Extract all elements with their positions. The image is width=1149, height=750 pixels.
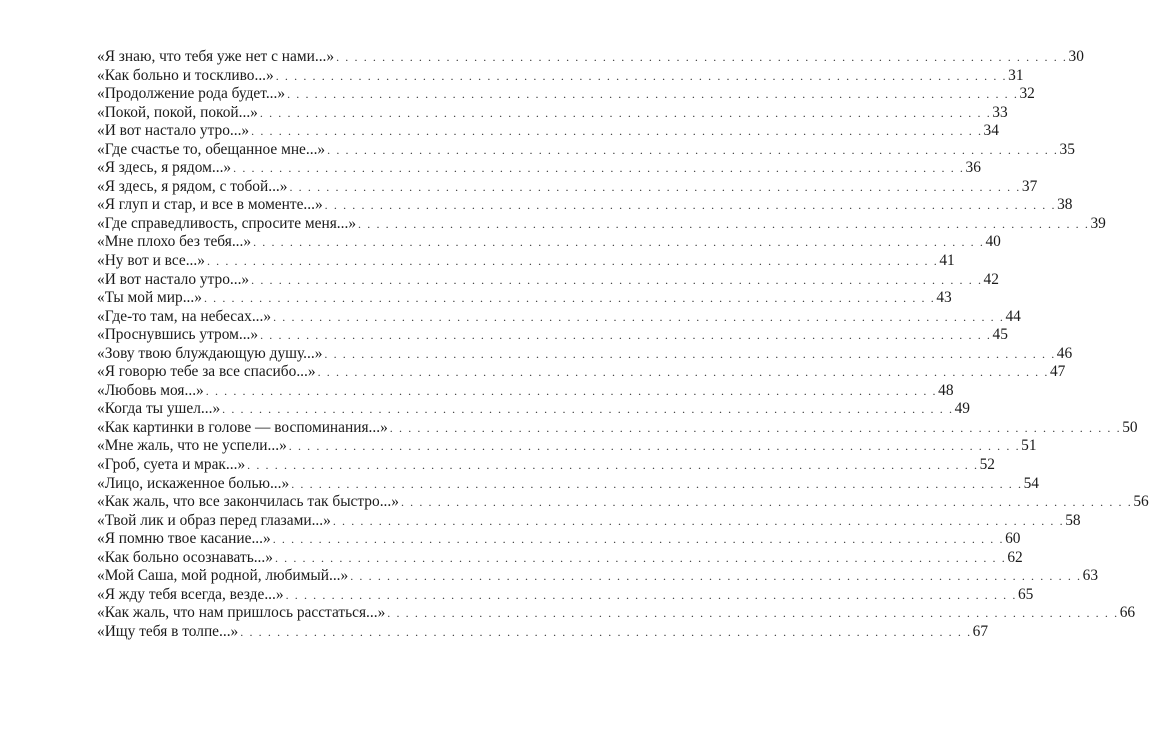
toc-entry-page-number: 63 [1082, 567, 1099, 585]
toc-entry-page-number: 41 [939, 252, 955, 270]
toc-entry-title: «Лицо, искаженное болью...» [97, 474, 290, 492]
dot-leader: . . . . . . . . . . . . . . . . . . . . . . . . . . . . . . . . . . . . . . . . . . . . . . . . . . . . . . . . . . . . . . . . . . . . . . . . . . . . . . . . [400, 495, 1133, 510]
toc-entry [97, 122, 999, 141]
dot-leader: . . . . . . . . . . . . . . . . . . . . . . . . . . . . . . . . . . . . . . . . . . . . . . . . . . . . . . . . . . . . . . . . . . . . . . . . . . . . . . . . [233, 161, 965, 176]
toc-entry-title: «Я здесь, я рядом...» [97, 159, 232, 177]
toc-entry [97, 604, 1136, 623]
toc-entry-title: «Как картинки в голове — воспоминания...» [97, 418, 388, 436]
toc-entry-page-number: 54 [1023, 474, 1039, 492]
toc-entry-page-number: 35 [1059, 140, 1075, 158]
toc-entry [97, 363, 1066, 382]
dot-leader: . . . . . . . . . . . . . . . . . . . . . . . . . . . . . . . . . . . . . . . . . . . . . . . . . . . . . . . . . . . . . . . . . . . . . . . . . . . . . . . . [203, 291, 936, 306]
dot-leader: . . . . . . . . . . . . . . . . . . . . . . . . . . . . . . . . . . . . . . . . . . . . . . . . . . . . . . . . . . . . . . . . . . . . . . . . . . . . . . . . [272, 532, 1005, 547]
toc-entry-title: «Мой Саша, мой родной, любимый...» [97, 567, 349, 585]
toc-entry-page-number: 43 [936, 289, 952, 307]
dot-leader: . . . . . . . . . . . . . . . . . . . . . . . . . . . . . . . . . . . . . . . . . . . . . . . . . . . . . . . . . . . . . . . . . . . . . . . . . . . . . . . . [247, 458, 979, 473]
toc-entry-title: «Когда ты ушел...» [97, 400, 221, 418]
toc-entry-title: «Продолжение рода будет...» [97, 85, 286, 103]
dot-leader: . . . . . . . . . . . . . . . . . . . . . . . . . . . . . . . . . . . . . . . . . . . . . . . . . . . . . . . . . . . . . . . . . . . . . . . . . . . . . . . . [317, 365, 1049, 380]
toc-entry-title: «Как жаль, что нам пришлось расстаться...» [97, 604, 386, 622]
toc-entry [97, 622, 989, 642]
toc-entry-title: «Я помню твое касание...» [97, 530, 271, 548]
toc-entry [97, 159, 981, 178]
toc-entry [97, 196, 1073, 215]
dot-leader: . . . . . . . . . . . . . . . . . . . . . . . . . . . . . . . . . . . . . . . . . . . . . . . . . . . . . . . . . . . . . . . . . . . . . . . . . . . . . . . . [389, 420, 1122, 435]
dot-leader: . . . . . . . . . . . . . . . . . . . . . . . . . . . . . . . . . . . . . . . . . . . . . . . . . . . . . . . . . . . . . . . . . . . . . . . . . . . . . . . . [358, 216, 1090, 231]
toc-entry [97, 326, 1008, 345]
dot-leader: . . . . . . . . . . . . . . . . . . . . . . . . . . . . . . . . . . . . . . . . . . . . . . . . . . . . . . . . . . . . . . . . . . . . . . . . . . . . . . . . [324, 198, 1057, 213]
toc-entry-title: «И вот настало утро...» [97, 122, 250, 140]
dot-leader: . . . . . . . . . . . . . . . . . . . . . . . . . . . . . . . . . . . . . . . . . . . . . . . . . . . . . . . . . . . . . . . . . . . . . . . . . . . . . . . . [332, 513, 1065, 528]
toc-entry-title: «Как жаль, что все закончилась так быстро...» [97, 493, 399, 511]
toc-entry-page-number: 42 [983, 270, 999, 288]
dot-leader: . . . . . . . . . . . . . . . . . . . . . . . . . . . . . . . . . . . . . . . . . . . . . . . . . . . . . . . . . . . . . . . . . . . . . . . . . . . . . . . . [289, 179, 1021, 194]
dot-leader: . . . . . . . . . . . . . . . . . . . . . . . . . . . . . . . . . . . . . . . . . . . . . . . . . . . . . . . . . . . . . . . . . . . . . . . . . . . . . . . . [327, 142, 1059, 157]
dot-leader: . . . . . . . . . . . . . . . . . . . . . . . . . . . . . . . . . . . . . . . . . . . . . . . . . . . . . . . . . . . . . . . . . . . . . . . . . . . . . . . . [253, 235, 985, 250]
toc-entry-title: «Как больно и тоскливо...» [97, 66, 274, 84]
toc-entry [97, 344, 1073, 364]
toc-entry-page-number: 47 [1049, 363, 1066, 381]
toc-entry-title: «Мне плохо без тебя...» [97, 233, 252, 251]
toc-entry-title: «Ты мой мир...» [97, 289, 202, 307]
toc-entry [97, 66, 1024, 86]
toc-entry-page-number: 36 [965, 159, 981, 177]
toc-entry-page-number: 56 [1133, 493, 1149, 511]
toc-entry-page-number: 39 [1090, 214, 1106, 232]
toc-entry [97, 400, 970, 419]
dot-leader: . . . . . . . . . . . . . . . . . . . . . . . . . . . . . . . . . . . . . . . . . . . . . . . . . . . . . . . . . . . . . . . . . . . . . . . . . . . . . . . . [251, 124, 983, 139]
dot-leader: . . . . . . . . . . . . . . . . . . . . . . . . . . . . . . . . . . . . . . . . . . . . . . . . . . . . . . . . . . . . . . . . . . . . . . . . . . . . . . . . [273, 309, 1005, 324]
toc-entry-page-number: 49 [954, 400, 970, 418]
toc-entry-title: «Твой лик и образ перед глазами...» [97, 511, 331, 529]
dot-leader: . . . . . . . . . . . . . . . . . . . . . . . . . . . . . . . . . . . . . . . . . . . . . . . . . . . . . . . . . . . . . . . . . . . . . . . . . . . . . . . . [259, 105, 992, 120]
toc-entry-page-number: 58 [1065, 511, 1081, 529]
toc-entry-page-number: 51 [1021, 437, 1037, 455]
toc-entry-title: «Я знаю, что тебя уже нет с нами...» [97, 48, 335, 65]
dot-leader: . . . . . . . . . . . . . . . . . . . . . . . . . . . . . . . . . . . . . . . . . . . . . . . . . . . . . . . . . . . . . . . . . . . . . . . . . . . . . . . . [291, 476, 1023, 491]
toc-entry [97, 381, 954, 401]
dot-leader: . . . . . . . . . . . . . . . . . . . . . . . . . . . . . . . . . . . . . . . . . . . . . . . . . . . . . . . . . . . . . . . . . . . . . . . . . . . . . . . . [275, 68, 1008, 83]
toc-entry [97, 493, 1149, 512]
toc-entry-title: «Как больно осознавать...» [97, 548, 273, 566]
toc-entry-page-number: 32 [1019, 85, 1035, 103]
toc-entry-page-number: 37 [1021, 177, 1038, 195]
toc-entry [97, 418, 1138, 438]
toc-list [97, 48, 1149, 642]
toc-entry-page-number: 33 [992, 103, 1008, 121]
dot-leader: . . . . . . . . . . . . . . . . . . . . . . . . . . . . . . . . . . . . . . . . . . . . . . . . . . . . . . . . . . . . . . . . . . . . . . . . . . . . . . . . [205, 383, 938, 398]
toc-entry-title: «Я жду тебя всегда, везде...» [97, 585, 284, 603]
toc-entry-page-number: 67 [972, 622, 989, 640]
toc-entry-page-number: 31 [1008, 66, 1024, 84]
toc-entry-title: «Я здесь, я рядом, с тобой...» [97, 177, 288, 195]
toc-entry [97, 233, 1001, 252]
dot-leader: . . . . . . . . . . . . . . . . . . . . . . . . . . . . . . . . . . . . . . . . . . . . . . . . . . . . . . . . . . . . . . . . . . . . . . . . . . . . . . . . [240, 624, 972, 639]
toc-entry [97, 530, 1021, 549]
toc-entry [97, 456, 995, 475]
toc-entry [97, 214, 1106, 234]
toc-entry [97, 177, 1038, 197]
toc-entry-page-number: 50 [1122, 418, 1138, 436]
toc-entry [97, 474, 1039, 494]
dot-leader: . . . . . . . . . . . . . . . . . . . . . . . . . . . . . . . . . . . . . . . . . . . . . . . . . . . . . . . . . . . . . . . . . . . . . . . . . . . . . . . . [222, 402, 954, 417]
toc-entry [97, 585, 1034, 605]
toc-entry [97, 437, 1037, 456]
toc-entry-title: «Зову твою блуждающую душу...» [97, 344, 323, 362]
toc-entry-page-number: 45 [992, 326, 1008, 344]
toc-entry-page-number: 38 [1057, 196, 1073, 214]
toc-entry-page-number: 46 [1056, 344, 1073, 362]
toc-entry [97, 270, 999, 290]
toc-entry-title: «Любовь моя...» [97, 381, 204, 399]
toc-entry-page-number: 52 [979, 456, 995, 474]
dot-leader: . . . . . . . . . . . . . . . . . . . . . . . . . . . . . . . . . . . . . . . . . . . . . . . . . . . . . . . . . . . . . . . . . . . . . . . . . . . . . . . . [251, 272, 983, 287]
dot-leader: . . . . . . . . . . . . . . . . . . . . . . . . . . . . . . . . . . . . . . . . . . . . . . . . . . . . . . . . . . . . . . . . . . . . . . . . . . . . . . . . [287, 87, 1019, 102]
toc-entry-page-number: 60 [1005, 530, 1021, 548]
toc-entry [97, 567, 1099, 586]
toc-entry-page-number: 65 [1017, 585, 1034, 603]
dot-leader: . . . . . . . . . . . . . . . . . . . . . . . . . . . . . . . . . . . . . . . . . . . . . . . . . . . . . . . . . . . . . . . . . . . . . . . . . . . . . . . . [206, 254, 939, 269]
toc-entry-title: «Ищу тебя в толпе...» [97, 622, 239, 640]
dot-leader: . . . . . . . . . . . . . . . . . . . . . . . . . . . . . . . . . . . . . . . . . . . . . . . . . . . . . . . . . . . . . . . . . . . . . . . . . . . . . . . . [260, 328, 992, 343]
dot-leader: . . . . . . . . . . . . . . . . . . . . . . . . . . . . . . . . . . . . . . . . . . . . . . . . . . . . . . . . . . . . . . . . . . . . . . . . . . . . . . . . [336, 50, 1068, 64]
toc-entry-page-number: 30 [1068, 48, 1084, 65]
toc-entry-title: «Мне жаль, что не успели...» [97, 437, 287, 455]
toc-entry-title: «Покой, покой, покой...» [97, 103, 258, 121]
toc-entry [97, 307, 1021, 327]
toc-entry [97, 289, 952, 308]
dot-leader: . . . . . . . . . . . . . . . . . . . . . . . . . . . . . . . . . . . . . . . . . . . . . . . . . . . . . . . . . . . . . . . . . . . . . . . . . . . . . . . . [274, 550, 1007, 565]
dot-leader: . . . . . . . . . . . . . . . . . . . . . . . . . . . . . . . . . . . . . . . . . . . . . . . . . . . . . . . . . . . . . . . . . . . . . . . . . . . . . . . . [285, 587, 1017, 602]
toc-entry-title: «Я говорю тебе за все спасибо...» [97, 363, 316, 381]
toc-entry-page-number: 44 [1005, 307, 1021, 325]
toc-entry [97, 511, 1081, 531]
toc-entry [97, 140, 1075, 160]
toc-entry-page-number: 34 [983, 122, 999, 140]
toc-entry-page-number: 62 [1007, 548, 1023, 566]
toc-entry-title: «Где счастье то, обещанное мне...» [97, 140, 326, 158]
toc-entry-page-number: 66 [1119, 604, 1136, 622]
toc-entry-title: «Ну вот и все...» [97, 252, 205, 270]
toc-entry [97, 85, 1035, 104]
toc-entry-page-number: 48 [938, 381, 954, 399]
toc-entry-title: «Где справедливость, спросите меня...» [97, 214, 357, 232]
toc-entry [97, 548, 1023, 568]
toc-entry-title: «Я глуп и стар, и все в моменте...» [97, 196, 323, 214]
dot-leader: . . . . . . . . . . . . . . . . . . . . . . . . . . . . . . . . . . . . . . . . . . . . . . . . . . . . . . . . . . . . . . . . . . . . . . . . . . . . . . . . [387, 606, 1119, 621]
toc-entry [97, 252, 955, 271]
dot-leader: . . . . . . . . . . . . . . . . . . . . . . . . . . . . . . . . . . . . . . . . . . . . . . . . . . . . . . . . . . . . . . . . . . . . . . . . . . . . . . . . [324, 346, 1056, 361]
toc-entry-title: «Гроб, суета и мрак...» [97, 456, 246, 474]
toc-entry-title: «И вот настало утро...» [97, 270, 250, 288]
toc-entry [97, 48, 1084, 67]
toc-entry-page-number: 40 [985, 233, 1001, 251]
toc-entry-title: «Проснувшись утром...» [97, 326, 259, 344]
toc-entry-title: «Где-то там, на небесах...» [97, 307, 272, 325]
toc-entry [97, 103, 1008, 123]
dot-leader: . . . . . . . . . . . . . . . . . . . . . . . . . . . . . . . . . . . . . . . . . . . . . . . . . . . . . . . . . . . . . . . . . . . . . . . . . . . . . . . . [350, 569, 1082, 584]
dot-leader: . . . . . . . . . . . . . . . . . . . . . . . . . . . . . . . . . . . . . . . . . . . . . . . . . . . . . . . . . . . . . . . . . . . . . . . . . . . . . . . . [288, 439, 1021, 454]
